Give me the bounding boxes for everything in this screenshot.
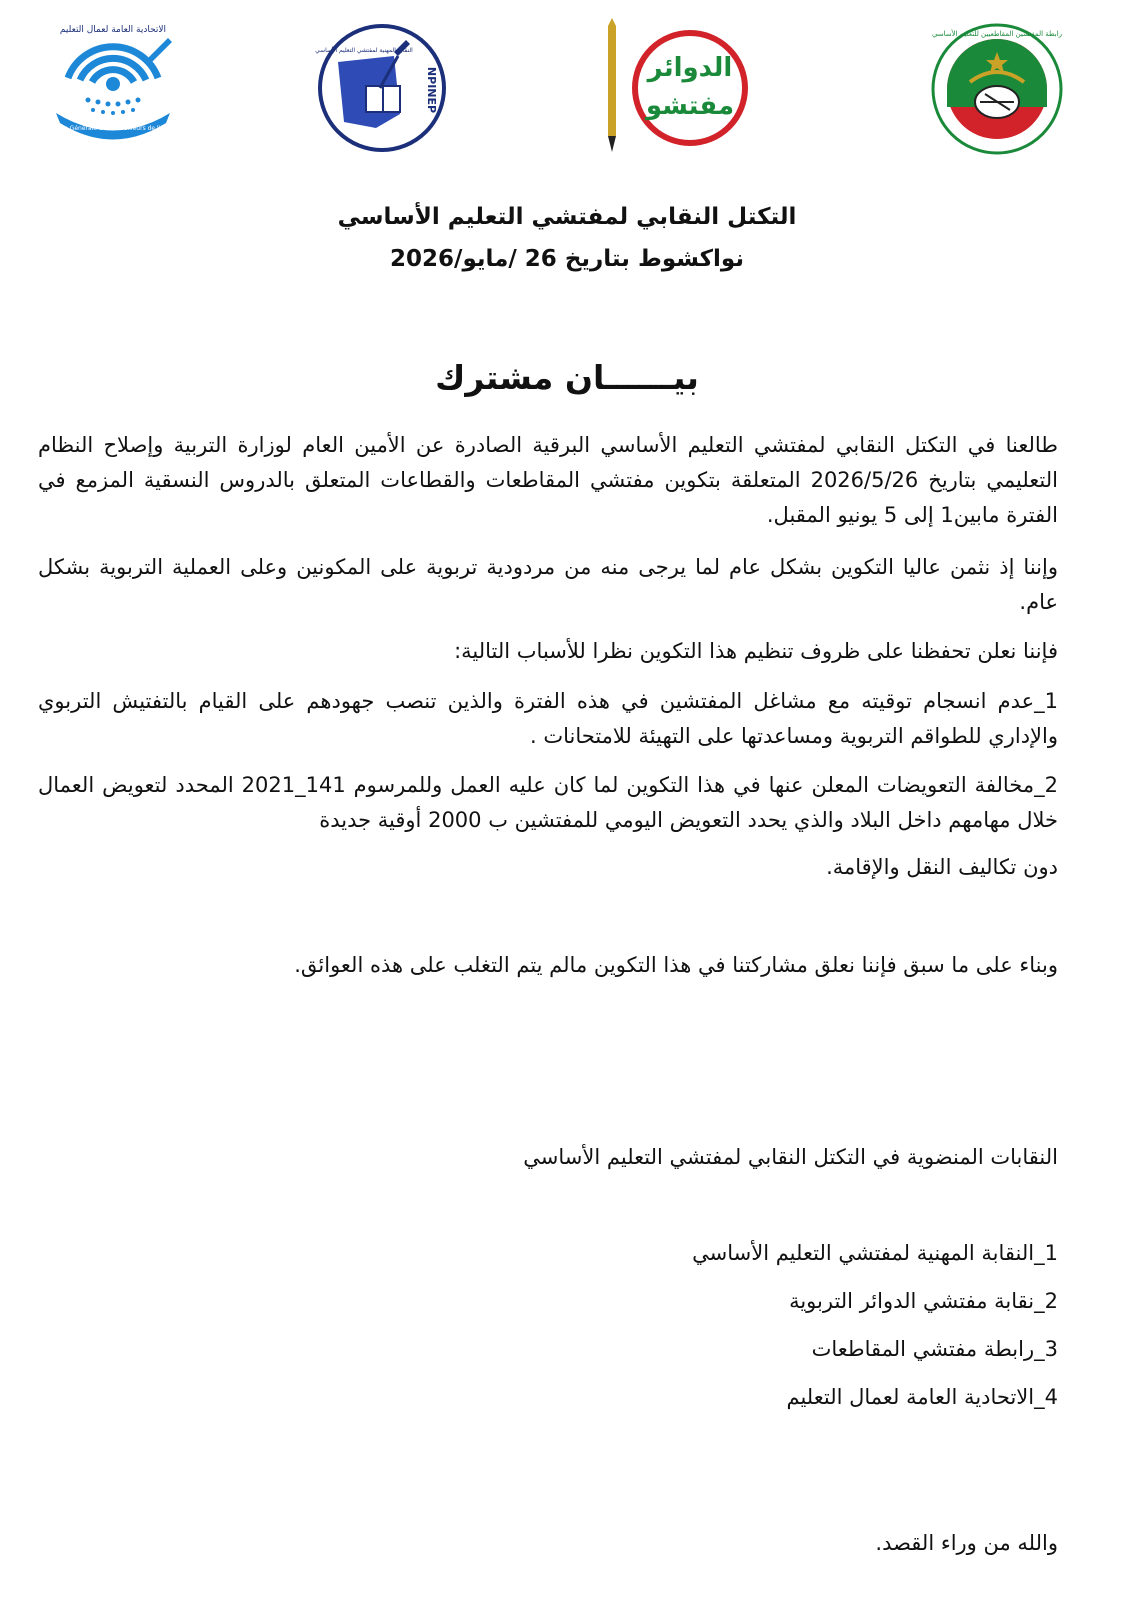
org-header: التكتل النقابي لمفتشي التعليم الأساسي: [337, 204, 797, 230]
list-item: 4_الاتحادية العامة لعمال التعليم: [786, 1385, 1058, 1409]
svg-text:Fédération Générale des Travai: Fédération Générale des Travailleurs de l'Education: [35, 125, 191, 132]
list-item: 2_نقابة مفتشي الدوائر التربوية: [789, 1289, 1058, 1313]
date-line: نواكشوط بتاريخ 26 /مايو/2026: [390, 246, 744, 272]
svg-text:رابطة المفتشين المقاطعيين للتع: رابطة المفتشين المقاطعيين للتعليم الأساسي: [931, 30, 1063, 38]
reason-1: 1_عدم انسجام توقيته مع مشاغل المفتشين في هذه الفترة والذين تنصب جهودهم على القيام بالتفتيش التربوي والإداري للطواقم التربوية ومساعدتها على التهيئة للامتحانات .: [38, 689, 1058, 748]
paragraph-reservation: فإننا نعلن تحفظنا على ظروف تنظيم هذا التكوين نظرا للأسباب التالية:: [454, 639, 1058, 663]
page-title: بيــــــان مشترك: [435, 358, 699, 397]
paragraph-appreciation: وإننا إذ نثمن عاليا التكوين بشكل عام لما يرجى منه من مردودية تربوية على المكونين وعلى العملية التربوية بشكل عام.: [38, 555, 1058, 614]
npinep-logo: [316, 22, 448, 154]
paragraph-intro: طالعنا في التكتل النقابي لمفتشي التعليم الأساسي البرقية الصادرة عن الأمين العام لوزارة التربية وإصلاح النظام التعليمي بتاريخ 2026/5/26 المتعلقة بتكوين مفتشي المقاطعات والقطاعات المتعلق بالدروس النسقية المزمع في الفترة مابين1 إلى 5 يونيو المقبل.: [38, 433, 1059, 527]
reason-2-continuation: دون تكاليف النقل والإقامة.: [826, 855, 1058, 879]
closing-line: والله من وراء القصد.: [875, 1531, 1058, 1555]
handshake-logo-icon: [930, 22, 1064, 156]
logo-bar: [0, 0, 1134, 180]
svg-text:مفتشو: مفتشو: [645, 91, 735, 121]
rabita-logo: [930, 22, 1064, 156]
svg-text:النقابة المهنية لمفتشي التعليم: النقابة المهنية لمفتشي التعليم الأساسي: [315, 47, 413, 54]
svg-text:الاتحادية العامة لعمال التعليم: الاتحادية العامة لعمال التعليم: [59, 25, 167, 35]
pencil-calligraphy-logo-icon: [600, 18, 750, 158]
dawair-logo: [600, 18, 750, 158]
reason-2: 2_مخالفة التعويضات المعلن عنها في هذا التكوين لما كان عليه العمل وللمرسوم 141_2021 المحدد لتعويض العمال خلال مهامهم داخل البلاد والذي يحدد التعويض اليومي للمفتشين ب 2000 أوقية جديدة: [38, 773, 1058, 832]
unions-heading: النقابات المنضوية في التكتل النقابي لمفتشي التعليم الأساسي: [523, 1145, 1058, 1169]
svg-text:NPINEP: NPINEP: [425, 66, 438, 114]
wifi-pen-logo-icon: [35, 18, 191, 148]
fgte-logo: [35, 18, 191, 148]
map-book-logo-icon: [316, 22, 448, 154]
list-item: 3_رابطة مفتشي المقاطعات: [811, 1337, 1058, 1361]
list-item: 1_النقابة المهنية لمفتشي التعليم الأساسي: [692, 1241, 1058, 1265]
paragraph-conclusion: وبناء على ما سبق فإننا نعلق مشاركتنا في هذا التكوين مالم يتم التغلب على هذه العوائق.: [294, 953, 1058, 977]
svg-text:الدوائر: الدوائر: [647, 53, 733, 83]
